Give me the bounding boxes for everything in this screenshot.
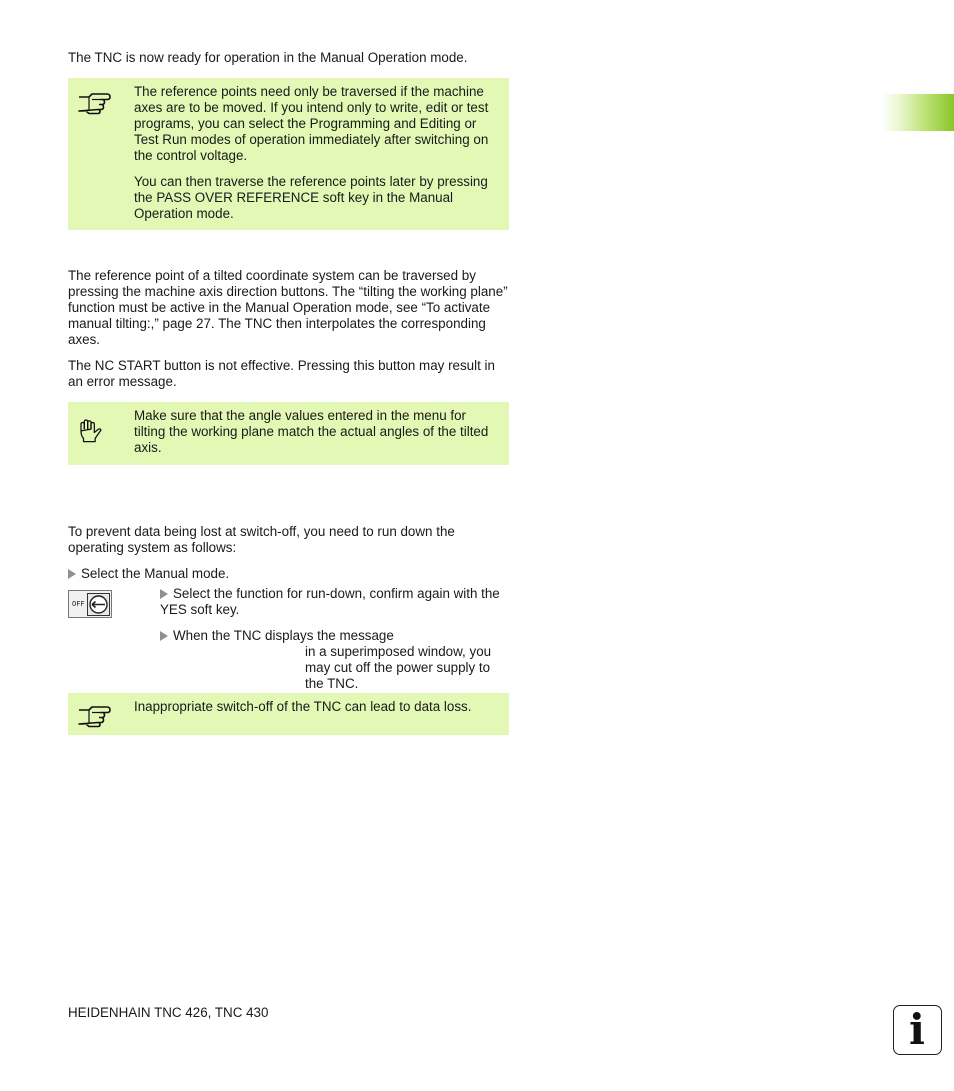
- pointing-hand-icon: [76, 86, 112, 116]
- step-arrow-icon: [160, 589, 168, 599]
- power-off-icon: [87, 593, 110, 616]
- off-softkey-label: OFF: [72, 600, 85, 608]
- note-box-switch-off: [68, 693, 509, 735]
- note1-paragraph-2: You can then traverse the reference points later by pressing the PASS OVER REFERENCE soft key in the Manual Operation mode.: [134, 174, 488, 221]
- note3-text: Inappropriate switch-off of the TNC can lead to data loss.: [134, 699, 472, 714]
- tilted-paragraph-2: The NC START button is not effective. Pressing this button may result in an error message.: [68, 358, 495, 389]
- footer-text: HEIDENHAIN TNC 426, TNC 430: [68, 1005, 269, 1020]
- step-select-manual: [68, 566, 229, 582]
- step1-text: Select the Manual mode.: [81, 566, 230, 581]
- pointing-hand-icon: [76, 699, 112, 729]
- warning-hand-icon: [76, 412, 106, 448]
- step-arrow-icon: [68, 569, 76, 579]
- step3-text-a: When the TNC displays the message: [173, 628, 394, 643]
- off-softkey[interactable]: [68, 590, 112, 618]
- note2-text: Make sure that the angle values entered in the menu for tilting the working plane match the actual angles of the tilted axis.: [134, 408, 489, 455]
- step-power-off: [160, 628, 510, 692]
- step-arrow-icon: [160, 631, 168, 641]
- chapter-tab: [882, 94, 954, 131]
- info-button[interactable]: [893, 1005, 942, 1055]
- step3-text-b: in a superimposed window, you may cut off the power supply to the TNC.: [305, 644, 492, 691]
- switchoff-intro: To prevent data being lost at switch-off, you need to run down the operating system as follows:: [68, 524, 455, 555]
- note-box-reference-points: [68, 78, 509, 230]
- step2-text: Select the function for run-down, confirm again with the YES soft key.: [160, 586, 500, 617]
- intro-text: The TNC is now ready for operation in the Manual Operation mode.: [68, 50, 468, 65]
- tilted-paragraph-1: The reference point of a tilted coordinate system can be traversed by pressing the machine axis direction buttons. The “tilting the working plane” function must be active in the Manual Operation mode, see “To activate manual tilting:,” page 27. The TNC then interpolates the corresponding axes.: [68, 268, 508, 347]
- note-box-tilt-warning: [68, 402, 509, 465]
- note1-paragraph-1: The reference points need only be traversed if the machine axes are to be moved. If you intend only to write, edit or test programs, you can select the Programming and Editing or Test Run modes of operation immediately after switching on the control voltage.: [134, 84, 489, 163]
- step-run-down: [160, 586, 510, 618]
- info-icon: i: [909, 1005, 925, 1054]
